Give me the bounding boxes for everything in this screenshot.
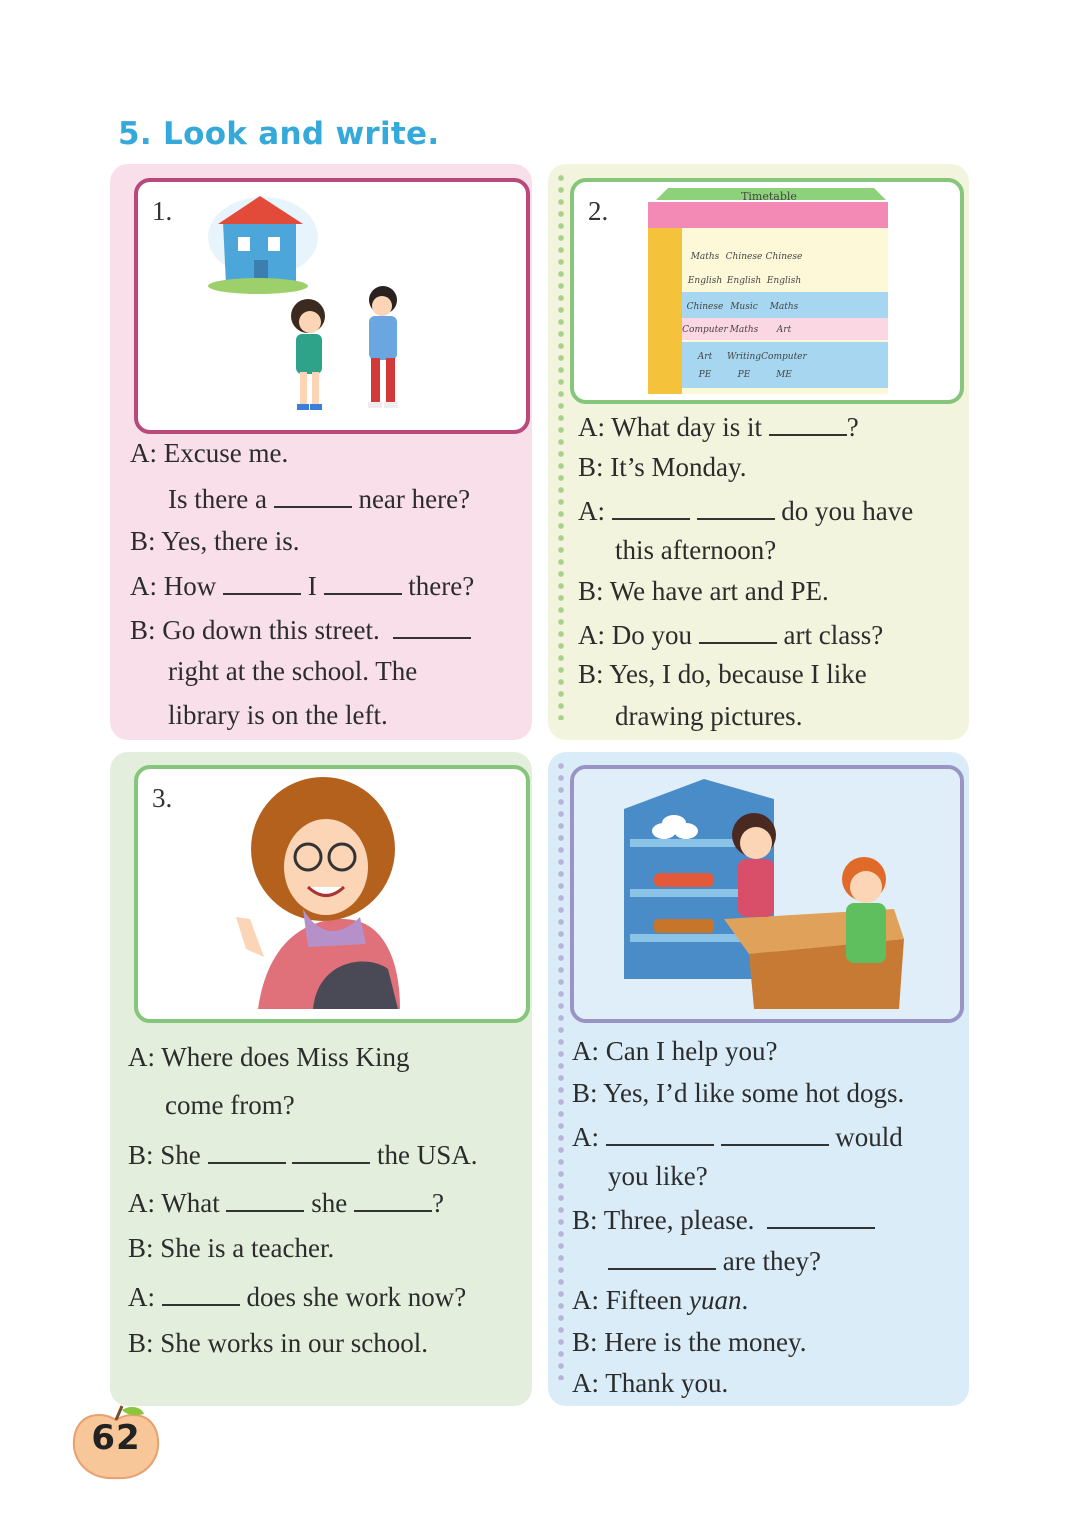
timetable-cell: PE (698, 370, 712, 380)
answer-blank[interactable] (769, 412, 847, 436)
answer-blank[interactable] (612, 496, 690, 520)
dialogue-line (578, 620, 883, 649)
timetable-cell: Art (776, 325, 792, 335)
dotted-divider (557, 760, 565, 1380)
answer-blank[interactable] (608, 1246, 716, 1270)
dialogue-line (572, 1287, 748, 1314)
dialogue-line (128, 1140, 478, 1169)
timetable-cell: Computer (761, 352, 807, 362)
timetable-cell: Chinese (686, 302, 724, 312)
answer-blank[interactable] (274, 484, 352, 508)
dialogue-line (572, 1122, 903, 1151)
answer-blank[interactable] (354, 1188, 432, 1212)
dialogue-text-italic: yuan (688, 1285, 742, 1315)
timetable-cell: Chinese (765, 252, 803, 262)
answer-blank[interactable] (721, 1122, 829, 1146)
page-number: 62 (91, 1418, 141, 1458)
answer-blank[interactable] (767, 1205, 875, 1229)
dialogue-line: B: She is a teacher. (128, 1233, 335, 1263)
dialogue-text: art class? (783, 620, 884, 650)
timetable-cell: ME (776, 370, 792, 380)
dialogue-line: A: Where does Miss King (128, 1042, 410, 1072)
timetable-cell: Computer (682, 325, 728, 335)
dialogue-line: B: We have art and PE. (578, 576, 829, 606)
dialogue-line (578, 496, 913, 525)
dialogue-text: B: She (128, 1140, 201, 1170)
dialogue-text: B: Go down this street. (130, 615, 380, 645)
dialogue-text: are they? (722, 1246, 821, 1276)
school-children-illustration (138, 182, 526, 430)
dialogue-text: A: Do you (578, 620, 692, 650)
dialogue-line: B: Yes, I’d like some hot dogs. (572, 1078, 905, 1108)
timetable-title: Timetable (741, 190, 797, 203)
timetable-illustration (574, 182, 960, 400)
picture-frame-3 (134, 765, 530, 1023)
dialogue-text: there? (408, 571, 475, 601)
dialogue-line: B: She works in our school. (128, 1328, 428, 1358)
dialogue-text: B: Three, please. (572, 1205, 755, 1235)
dialogue-line (130, 615, 471, 644)
dialogue-line: A: Excuse me. (130, 438, 289, 468)
dialogue-text: A: (572, 1122, 599, 1152)
dialogue-line (578, 412, 859, 441)
dialogue-text: A: How (130, 571, 217, 601)
timetable-cell: Maths (769, 302, 799, 312)
dialogue-text: near here? (358, 484, 471, 514)
dialogue-line (608, 1246, 821, 1275)
dialogue-line: drawing pictures. (615, 701, 803, 731)
dialogue-line: you like? (608, 1161, 708, 1191)
dialogue-line: B: Yes, I do, because I like (578, 659, 867, 689)
dialogue-text: A: (128, 1282, 155, 1312)
answer-blank[interactable] (699, 620, 777, 644)
shop-illustration (574, 769, 960, 1019)
dialogue-line: B: Yes, there is. (130, 526, 300, 556)
timetable-cell: English (687, 276, 723, 286)
dialogue-text: would (835, 1122, 903, 1152)
dialogue-text: the USA. (377, 1140, 478, 1170)
exercise-number: 3. (152, 783, 173, 813)
timetable-cell: Music (730, 302, 758, 312)
dialogue-text: she (311, 1188, 348, 1218)
timetable-cell: English (766, 276, 802, 286)
exercise-number: 1. (152, 196, 173, 226)
answer-blank[interactable] (324, 571, 402, 595)
dialogue-line: A: Can I help you? (572, 1036, 778, 1066)
exercise-number: 2. (588, 196, 609, 226)
picture-frame-1 (134, 178, 530, 434)
dialogue-text: ? (846, 412, 859, 442)
dialogue-line: A: Thank you. (572, 1368, 729, 1398)
answer-blank[interactable] (292, 1140, 370, 1164)
answer-blank[interactable] (226, 1188, 304, 1212)
dialogue-text: . (741, 1285, 749, 1315)
timetable-cell: Writing (726, 352, 762, 362)
timetable-cell: Chinese (725, 252, 763, 262)
timetable-cell: Art (697, 352, 713, 362)
dotted-divider (557, 172, 565, 720)
dialogue-text: A: (578, 496, 605, 526)
timetable-cell: PE (737, 370, 751, 380)
dialogue-text: A: What (128, 1188, 220, 1218)
dialogue-text: A: What day is it (578, 412, 762, 442)
dialogue-text: Is there a (168, 484, 267, 514)
timetable-cell: English (726, 276, 762, 286)
answer-blank[interactable] (393, 615, 471, 639)
dialogue-line (128, 1188, 444, 1217)
dialogue-line (128, 1282, 466, 1311)
dialogue-line (130, 571, 474, 600)
dialogue-line: B: It’s Monday. (578, 452, 747, 482)
answer-blank[interactable] (208, 1140, 286, 1164)
dialogue-text: does she work now? (246, 1282, 467, 1312)
dialogue-line: right at the school. The (168, 656, 418, 686)
answer-blank[interactable] (162, 1282, 240, 1306)
dialogue-text: do you have (781, 496, 914, 526)
dialogue-line: this afternoon? (615, 535, 777, 565)
dialogue-line: B: Here is the money. (572, 1327, 807, 1357)
timetable-cell: Maths (690, 252, 720, 262)
answer-blank[interactable] (223, 571, 301, 595)
dialogue-line (572, 1205, 875, 1234)
dialogue-text: ? (431, 1188, 444, 1218)
dialogue-line: library is on the left. (168, 700, 388, 730)
picture-frame-4 (570, 765, 964, 1023)
answer-blank[interactable] (697, 496, 775, 520)
dialogue-text: I (307, 571, 317, 601)
section-title: 5. Look and write. (118, 116, 440, 152)
dialogue-line: come from? (165, 1090, 295, 1120)
timetable-cell: Maths (729, 325, 759, 335)
teacher-illustration (138, 769, 526, 1019)
picture-frame-2 (570, 178, 964, 404)
dialogue-text: A: Fifteen (572, 1285, 689, 1315)
dialogue-line (168, 484, 470, 513)
answer-blank[interactable] (606, 1122, 714, 1146)
